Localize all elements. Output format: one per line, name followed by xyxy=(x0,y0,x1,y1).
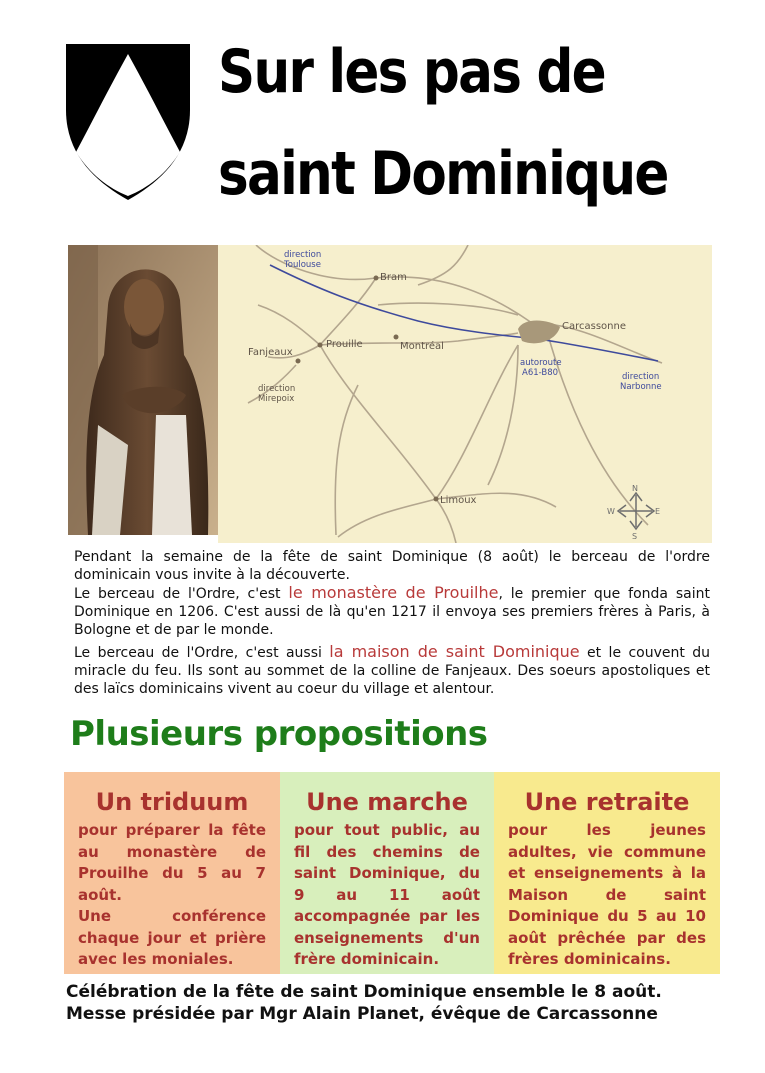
proposal-box-triduum xyxy=(64,772,280,974)
map-direction-narbonne-1: direction xyxy=(622,372,660,382)
region-map xyxy=(218,245,712,543)
proposal-title-triduum: Un triduum xyxy=(95,788,249,816)
proposal-box-retraite xyxy=(494,772,720,974)
map-autoroute-label-2: A61-B80 xyxy=(522,368,559,378)
intro-paragraph-3-end: et le couvent du miracle du feu. Ils sont au sommet de la colline de Fanjeaux. Des soeurs apostoliques et des laïcs dominicains vivent au coeur du village et alentour. xyxy=(74,645,711,697)
intro-paragraph-2-start: Le berceau de l'Ordre, c'est xyxy=(74,586,289,602)
map-label-fanjeaux: Fanjeaux xyxy=(248,347,293,358)
page-title-line-2: saint Dominique xyxy=(218,139,668,209)
map-direction-toulouse-2: Toulouse xyxy=(284,260,321,270)
page-title-line-1: Sur les pas de xyxy=(218,37,605,107)
section-heading: Plusieurs propositions xyxy=(70,714,488,754)
compass-s: S xyxy=(632,532,638,541)
proposal-body-triduum-1: pour préparer la fête au monastère de Prouilhe du 5 au 7 août. xyxy=(78,821,266,904)
intro-paragraph-3 xyxy=(74,643,710,698)
saint-dominique-statue-photo xyxy=(68,245,218,535)
map-label-limoux: Limoux xyxy=(440,495,477,506)
compass-n: N xyxy=(632,484,638,493)
intro-paragraph-2-end: , le premier que fonda saint Dominique en 1206. C'est aussi de là qu'en 1217 il envoya ses premiers frères à Paris, à Bologne et de par le monde. xyxy=(74,586,710,638)
map-direction-mirepoix-1: direction xyxy=(258,384,296,394)
compass-e: E xyxy=(655,507,661,516)
highlight-maison-saint-dominique: la maison de saint Dominique xyxy=(329,642,580,661)
compass-w: W xyxy=(607,507,615,516)
map-label-bram: Bram xyxy=(380,272,407,283)
map-label-montreal: Montréal xyxy=(400,341,444,352)
intro-paragraph-1: Pendant la semaine de la fête de saint Dominique (8 août) le berceau de l'ordre dominicain vous invite à la découverte. xyxy=(74,549,710,583)
proposal-body-retraite: pour les jeunes adultes, vie commune et enseignements à la Maison de saint Dominique du 5 au 10 août prêchée par des frères dominicains. xyxy=(508,821,706,968)
map-label-carcassonne: Carcassonne xyxy=(562,321,626,332)
footer-messe: Messe présidée par Mgr Alain Planet, évêque de Carcassonne xyxy=(66,1004,658,1024)
map-label-prouille: Prouille xyxy=(326,339,363,350)
proposal-body-triduum-2: Une conférence chaque jour et prière avec les moniales. xyxy=(78,907,266,968)
proposal-body-marche: pour tout public, au fil des chemins de saint Dominique, du 9 au 11 août accompagnée par les enseignements d'un frère dominicain. xyxy=(294,821,480,968)
map-direction-toulouse-1: direction xyxy=(284,250,322,260)
intro-paragraph-3-start: Le berceau de l'Ordre, c'est aussi xyxy=(74,645,330,661)
map-direction-mirepoix-2: Mirepoix xyxy=(258,394,295,404)
proposal-box-marche xyxy=(280,772,494,974)
footer-celebration: Célébration de la fête de saint Dominique ensemble le 8 août. xyxy=(66,982,662,1002)
proposal-title-retraite: Une retraite xyxy=(524,788,690,816)
intro-paragraph-2 xyxy=(74,584,710,639)
map-autoroute-label-1: autoroute xyxy=(520,358,562,368)
highlight-monastere-prouilhe: le monastère de Prouilhe xyxy=(288,583,499,602)
map-direction-narbonne-2: Narbonne xyxy=(620,382,662,392)
proposal-title-marche: Une marche xyxy=(306,788,468,816)
dominican-shield-logo xyxy=(62,40,194,204)
